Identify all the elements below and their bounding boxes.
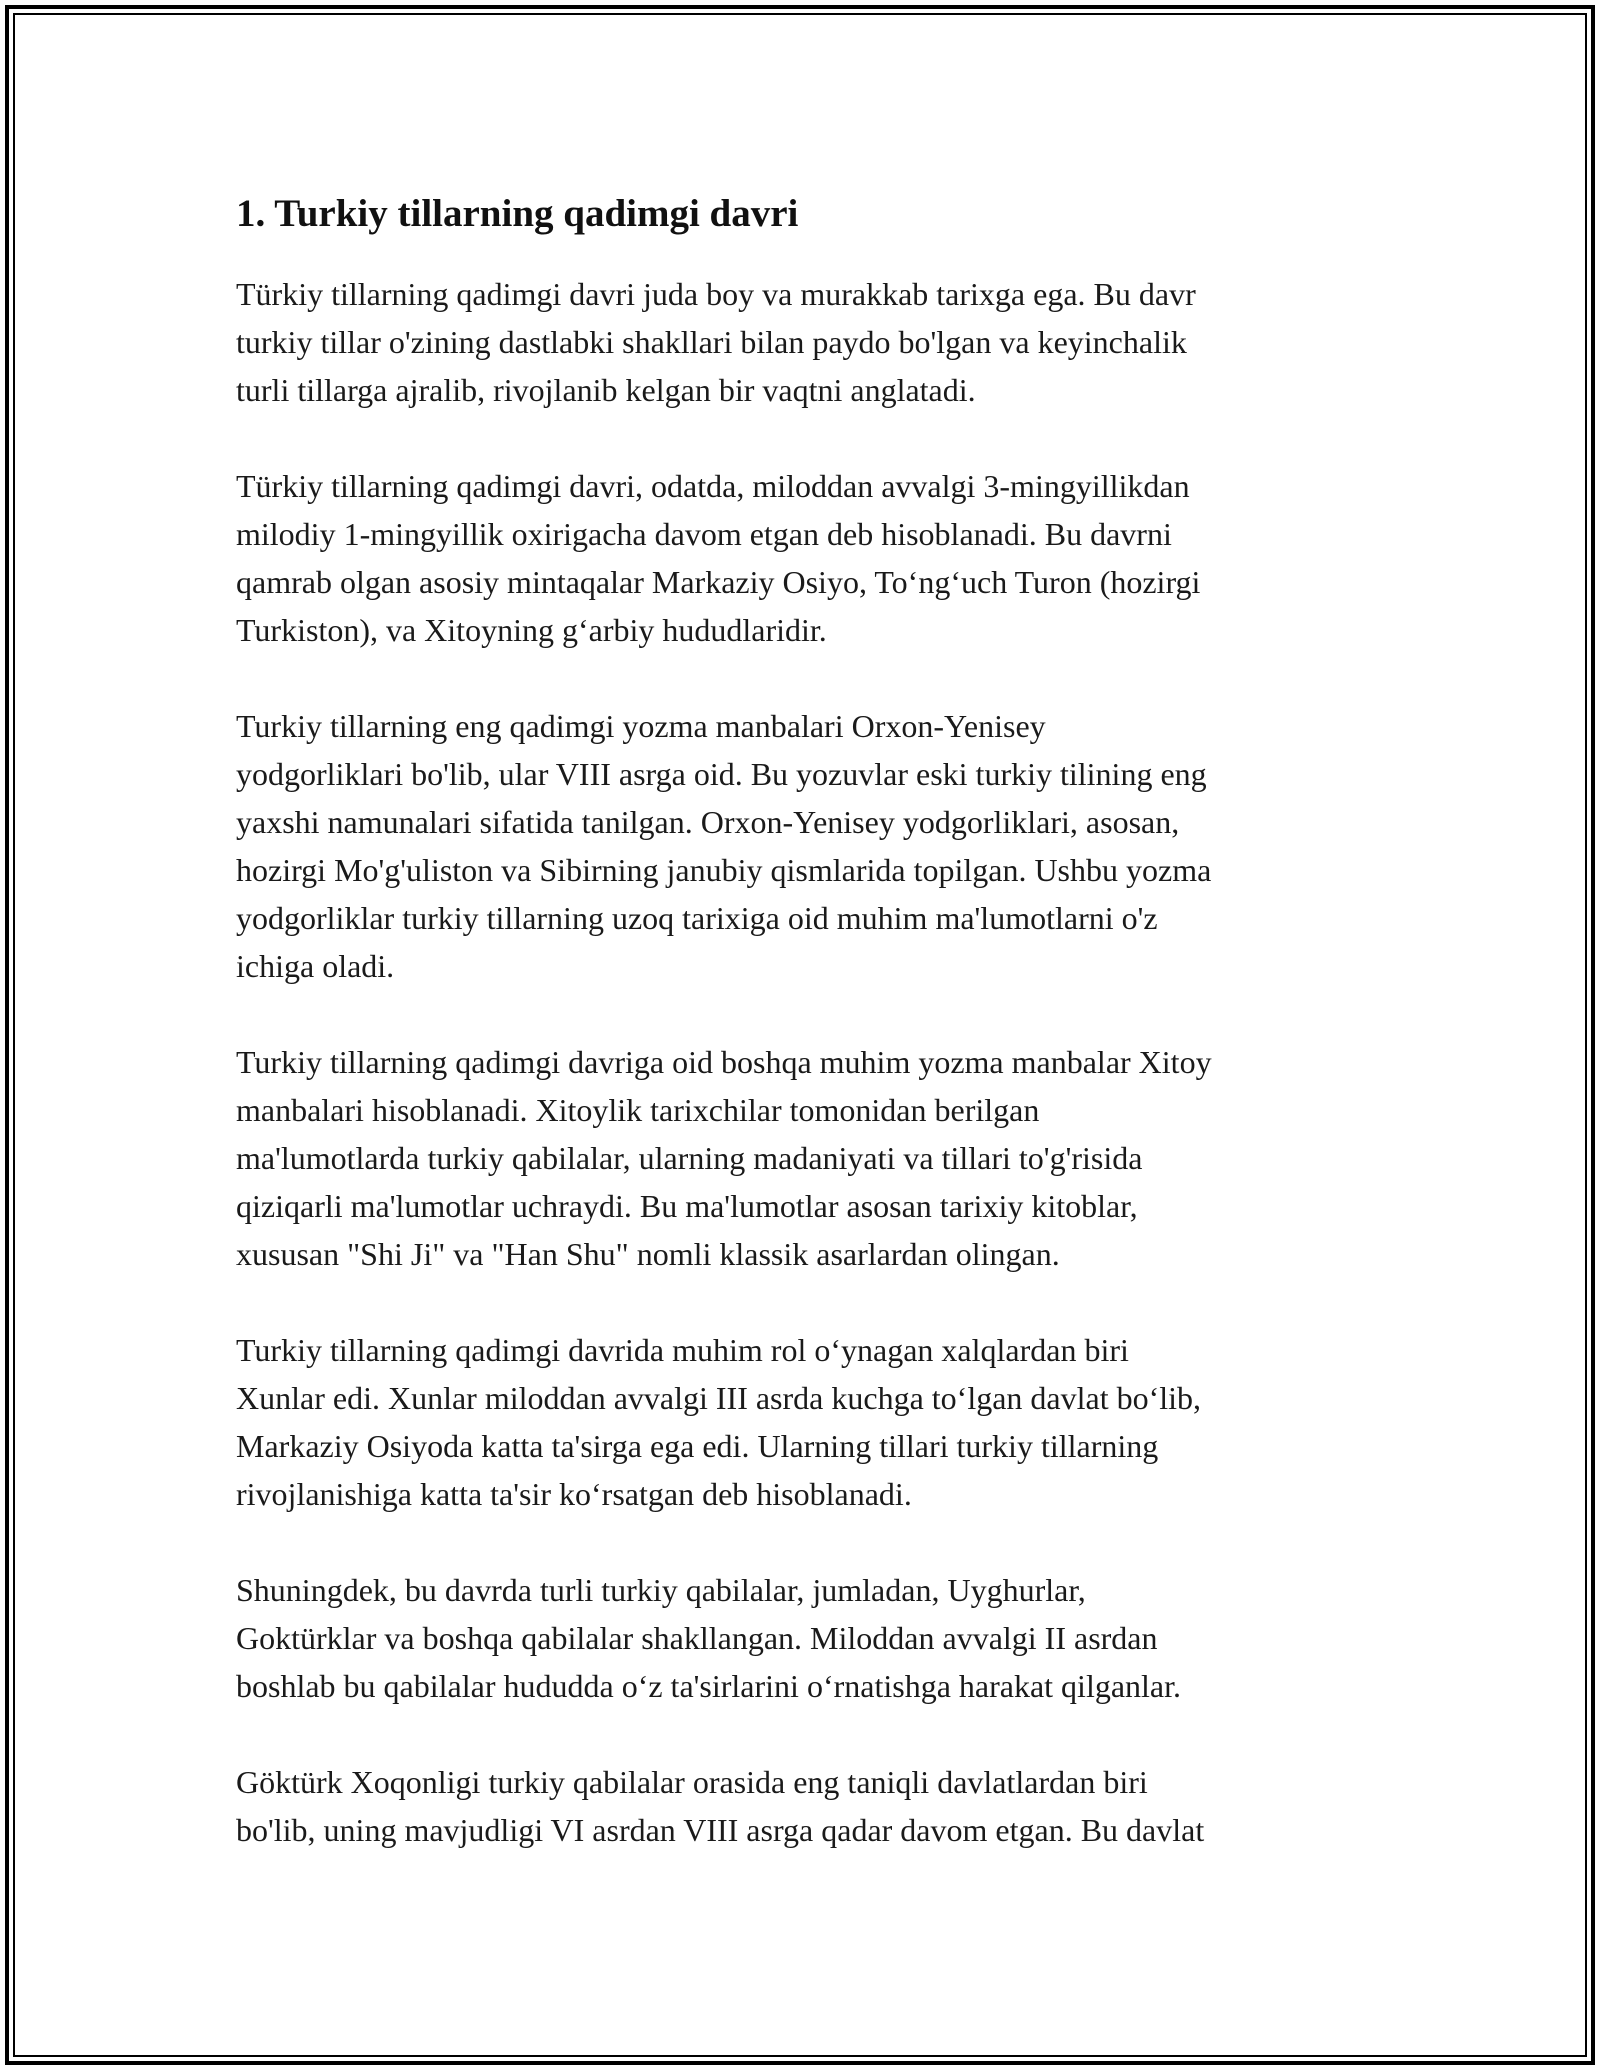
section-heading: 1. Turkiy tillarning qadimgi davri <box>236 192 799 235</box>
paragraph-5: Turkiy tillarning qadimgi davrida muhim rol o‘ynagan xalqlardan biri Xunlar edi. Xunlar miloddan avvalgi III asrda kuchga to‘lgan davlat bo‘lib, Markaziy Osiyoda katta ta'sirga ega edi. Ularning tillari turkiy tillarning rivojlanishiga katta ta'sir ko‘rsatgan deb hisoblanadi. <box>236 1332 1202 1512</box>
paragraph-7: Göktürk Xoqonligi turkiy qabilalar orasida eng taniqli davlatlardan biri bo'lib, uning mavjudligi VI asrdan VIII asrga qadar davom etgan. Bu davlat <box>236 1764 1205 1848</box>
paragraph-1: Türkiy tillarning qadimgi davri juda boy va murakkab tarixga ega. Bu davr turkiy tillar o'zining dastlabki shakllari bilan paydo bo'lgan va keyinchalik turli tillarga ajralib, rivojlanib kelgan bir vaqtni anglatadi. <box>236 276 1196 408</box>
paragraph-6: Shuningdek, bu davrda turli turkiy qabilalar, jumladan, Uyghurlar, Goktürklar va boshqa qabilalar shakllangan. Miloddan avvalgi II asrdan boshlab bu qabilalar hududda o‘z ta'sirlarini o‘rnatishga harakat qilganlar. <box>236 1572 1182 1704</box>
paragraph-2: Türkiy tillarning qadimgi davri, odatda, miloddan avvalgi 3-mingyillikdan milodiy 1-mingyillik oxirigacha davom etgan deb hisoblanadi. Bu davrni qamrab olgan asosiy mintaqalar Markaziy Osiyo, To‘ng‘uch Turon (hozirgi Turkiston), va Xitoyning g‘arbiy hududlaridir. <box>236 468 1201 648</box>
paragraph-3: Turkiy tillarning eng qadimgi yozma manbalari Orxon-Yenisey yodgorliklari bo'lib, ular VIII asrga oid. Bu yozuvlar eski turkiy tilining eng yaxshi namunalari sifatida tanilgan. Orxon-Yenisey yodgorliklari, asosan, hozirgi Mo'g'uliston va Sibirning janubiy qismlarida topilgan. Ushbu yozma yodgorliklar turkiy tillarning uzoq tarixiga oid muhim ma'lumotlarni o'z ichiga oladi. <box>236 708 1212 984</box>
paragraph-4: Turkiy tillarning qadimgi davriga oid boshqa muhim yozma manbalar Xitoy manbalari hisoblanadi. Xitoylik tarixchilar tomonidan berilgan ma'lumotlarda turkiy qabilalar, ularning madaniyati va tillari to'g'risida qiziqarli ma'lumotlar uchraydi. Bu ma'lumotlar asosan tarixiy kitoblar, xususan "Shi Ji" va "Han Shu" nomli klassik asarlardan olingan. <box>236 1044 1212 1272</box>
document-body <box>236 186 1366 1902</box>
